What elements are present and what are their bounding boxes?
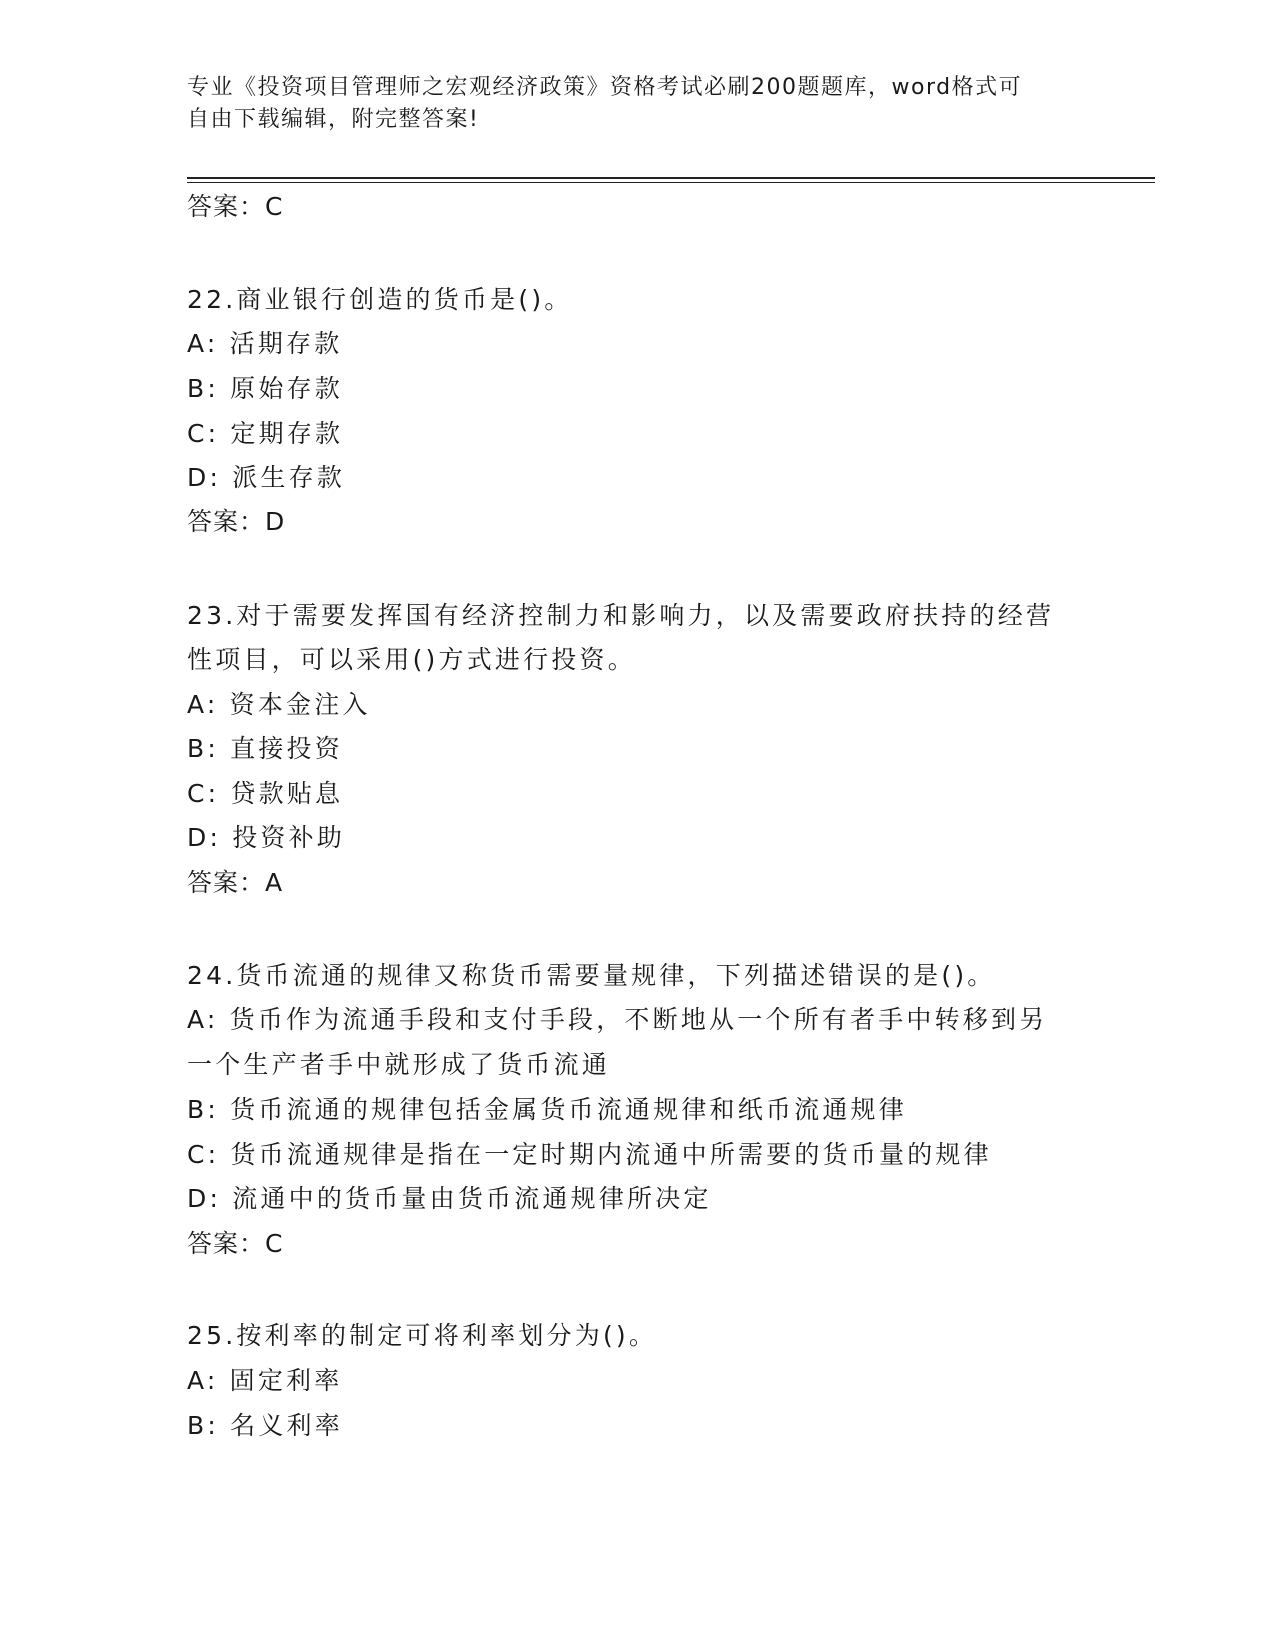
question-24-stem: 24.货币流通的规律又称货币需要量规律，下列描述错误的是()。 <box>187 961 996 990</box>
question-22-option-c: C: 定期存款 <box>187 419 344 448</box>
question-24-option-d: D: 流通中的货币量由货币流通规律所决定 <box>187 1184 712 1213</box>
question-23-option-d: D: 投资补助 <box>187 823 346 852</box>
question-22-option-a: A: 活期存款 <box>187 329 343 358</box>
question-22-stem: 22.商业银行创造的货币是()。 <box>187 285 573 314</box>
answer-21: 答案：C <box>187 192 284 221</box>
question-23-option-a: A: 资本金注入 <box>187 690 371 719</box>
question-22-option-d: D: 派生存款 <box>187 463 346 492</box>
question-25-option-b: B: 名义利率 <box>187 1411 343 1440</box>
header-line-1: 专业《投资项目管理师之宏观经济政策》资格考试必刷200题题库，word格式可 <box>187 75 1023 100</box>
question-23-stem-line-2: 性项目，可以采用()方式进行投资。 <box>187 645 636 674</box>
question-23-stem-line-1: 23.对于需要发挥国有经济控制力和影响力，以及需要政府扶持的经营 <box>187 601 1055 630</box>
question-24-option-a-line-2: 一个生产者手中就形成了货币流通 <box>187 1050 611 1079</box>
question-24-option-a-line-1: A: 货币作为流通手段和支付手段，不断地从一个所有者手中转移到另 <box>187 1005 1048 1034</box>
question-25-stem: 25.按利率的制定可将利率划分为()。 <box>187 1321 658 1350</box>
answer-22: 答案：D <box>187 507 286 536</box>
document-header <box>187 72 1087 136</box>
answer-24: 答案：C <box>187 1229 284 1258</box>
question-23-option-c: C: 贷款贴息 <box>187 779 344 808</box>
answer-23: 答案：A <box>187 868 284 897</box>
header-divider-thick <box>187 177 1155 179</box>
question-24-option-b: B: 货币流通的规律包括金属货币流通规律和纸币流通规律 <box>187 1095 907 1124</box>
question-22-option-b: B: 原始存款 <box>187 374 343 403</box>
header-divider-thin <box>187 182 1155 183</box>
question-23-option-b: B: 直接投资 <box>187 734 343 763</box>
question-24-option-c: C: 货币流通规律是指在一定时期内流通中所需要的货币量的规律 <box>187 1140 992 1169</box>
question-25-option-a: A: 固定利率 <box>187 1366 343 1395</box>
header-line-2: 自由下载编辑，附完整答案! <box>187 107 480 132</box>
